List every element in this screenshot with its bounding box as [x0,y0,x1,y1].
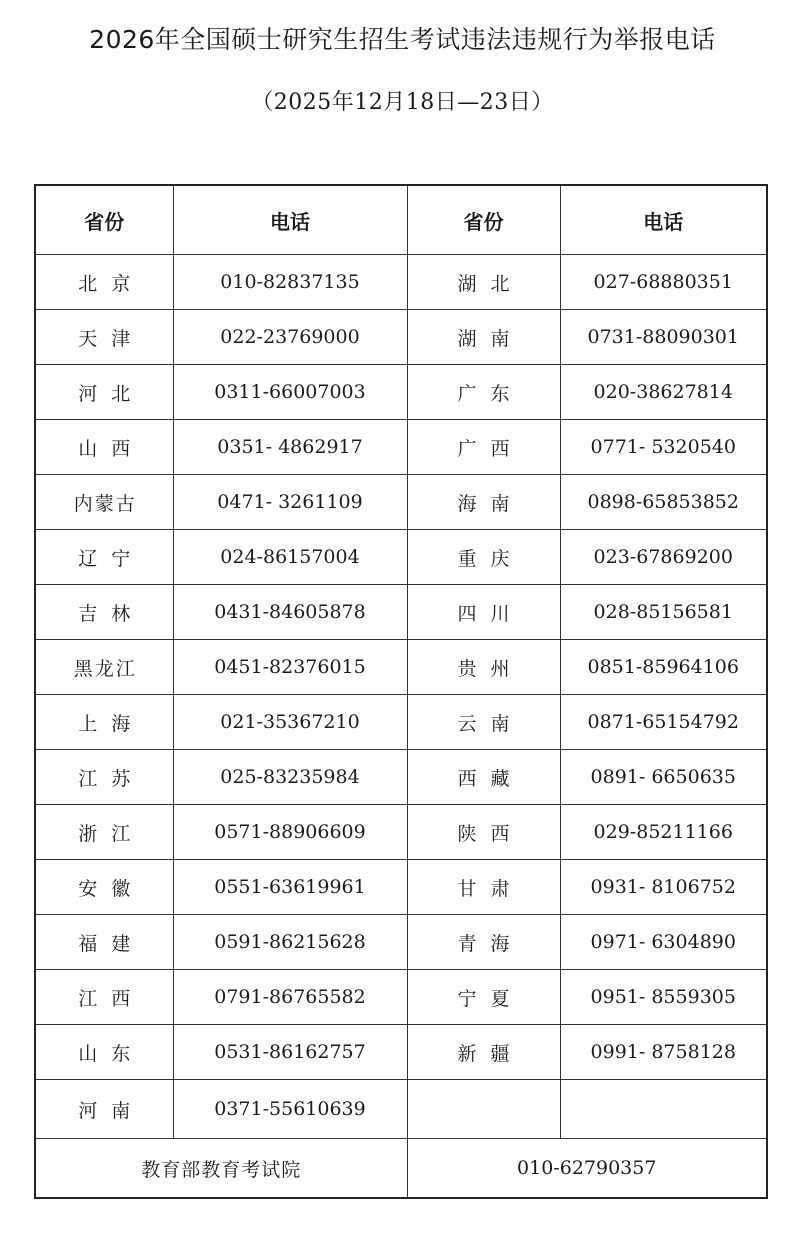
province-right-cell: 新疆 [407,1025,560,1080]
header-phone-left: 电话 [173,185,407,255]
footer-row [35,1139,767,1199]
table-row [35,475,767,530]
phone-right-cell: 0951- 8559305 [560,970,767,1025]
page-title: 2026年全国硕士研究生招生考试违法违规行为举报电话 [89,25,716,54]
table-row [35,860,767,915]
table-row [35,695,767,750]
header-row [35,185,767,255]
province-left-cell: 内蒙古 [35,475,173,530]
table-row [35,310,767,365]
phone-left-cell: 0451-82376015 [173,640,407,695]
table-row [35,970,767,1025]
phone-right-cell: 0771- 5320540 [560,420,767,475]
table-row [35,365,767,420]
table-row [35,750,767,805]
province-left-cell: 天津 [35,310,173,365]
phone-right-cell: 0931- 8106752 [560,860,767,915]
phone-right-cell: 020-38627814 [560,365,767,420]
province-right-cell: 宁夏 [407,970,560,1025]
province-left-cell: 江苏 [35,750,173,805]
province-right-cell: 云南 [407,695,560,750]
table-row [35,530,767,585]
table-row [35,915,767,970]
phone-left-cell: 025-83235984 [173,750,407,805]
province-left-cell: 北京 [35,255,173,310]
province-left-cell: 山东 [35,1025,173,1080]
table-row [35,585,767,640]
footer-organization: 教育部教育考试院 [35,1139,407,1199]
table-body [35,255,767,1139]
province-right-cell [407,1080,560,1139]
province-right-cell: 四川 [407,585,560,640]
province-right-cell: 广东 [407,365,560,420]
phone-left-cell: 0531-86162757 [173,1025,407,1080]
phone-right-cell: 0731-88090301 [560,310,767,365]
phone-left-cell: 0791-86765582 [173,970,407,1025]
table-row [35,1080,767,1139]
phone-left-cell: 0431-84605878 [173,585,407,640]
province-left-cell: 山西 [35,420,173,475]
province-right-cell: 西藏 [407,750,560,805]
footer-phone: 010-62790357 [407,1139,767,1199]
province-left-cell: 安徽 [35,860,173,915]
header-province-right: 省份 [407,185,560,255]
date-range-subtitle: （2025年12月18日—23日） [251,90,554,115]
province-right-cell: 陕西 [407,805,560,860]
phone-right-cell: 029-85211166 [560,805,767,860]
phone-right-cell: 023-67869200 [560,530,767,585]
hotline-table [34,184,768,1199]
table-row [35,420,767,475]
province-left-cell: 江西 [35,970,173,1025]
phone-right-cell: 0971- 6304890 [560,915,767,970]
province-left-cell: 河北 [35,365,173,420]
phone-right-cell: 0991- 8758128 [560,1025,767,1080]
table-row [35,805,767,860]
province-left-cell: 吉林 [35,585,173,640]
phone-right-cell: 0871-65154792 [560,695,767,750]
province-right-cell: 湖北 [407,255,560,310]
phone-left-cell: 0351- 4862917 [173,420,407,475]
phone-left-cell: 0591-86215628 [173,915,407,970]
phone-right-cell: 0851-85964106 [560,640,767,695]
province-left-cell: 黑龙江 [35,640,173,695]
phone-left-cell: 010-82837135 [173,255,407,310]
header-province-left: 省份 [35,185,173,255]
province-left-cell: 上海 [35,695,173,750]
phone-right-cell: 0891- 6650635 [560,750,767,805]
phone-left-cell: 0371-55610639 [173,1080,407,1139]
province-right-cell: 湖南 [407,310,560,365]
province-right-cell: 广西 [407,420,560,475]
province-right-cell: 海南 [407,475,560,530]
table-row [35,1025,767,1080]
phone-left-cell: 022-23769000 [173,310,407,365]
phone-right-cell: 027-68880351 [560,255,767,310]
header-phone-right: 电话 [560,185,767,255]
phone-right-cell: 0898-65853852 [560,475,767,530]
phone-right-cell [560,1080,767,1139]
phone-left-cell: 0471- 3261109 [173,475,407,530]
table-row [35,255,767,310]
province-left-cell: 辽宁 [35,530,173,585]
province-left-cell: 浙江 [35,805,173,860]
phone-left-cell: 0311-66007003 [173,365,407,420]
phone-left-cell: 021-35367210 [173,695,407,750]
table-row [35,640,767,695]
province-left-cell: 福建 [35,915,173,970]
province-left-cell: 河南 [35,1080,173,1139]
province-right-cell: 青海 [407,915,560,970]
province-right-cell: 甘肃 [407,860,560,915]
province-right-cell: 重庆 [407,530,560,585]
phone-left-cell: 0571-88906609 [173,805,407,860]
province-right-cell: 贵州 [407,640,560,695]
phone-right-cell: 028-85156581 [560,585,767,640]
phone-left-cell: 024-86157004 [173,530,407,585]
phone-left-cell: 0551-63619961 [173,860,407,915]
